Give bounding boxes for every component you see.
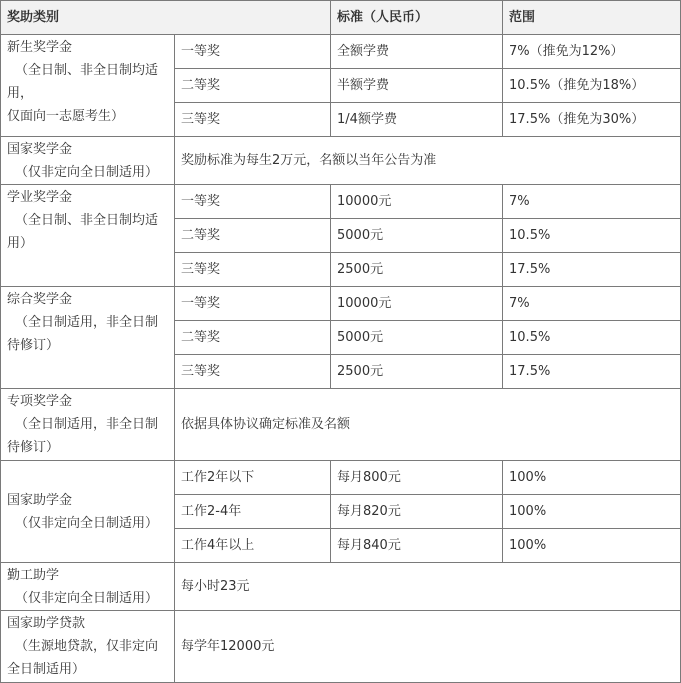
standard-cell: 5000元 [331,321,503,355]
grade-cell: 一等奖 [175,35,331,69]
scope-cell: 17.5% [503,355,681,389]
grade-cell: 二等奖 [175,321,331,355]
table-row [1,389,681,461]
grade-cell: 一等奖 [175,185,331,219]
standard-cell: 10000元 [331,185,503,219]
standard-cell: 每月800元 [331,461,503,495]
scope-cell: 17.5%（推免为30%） [503,103,681,137]
table-row [1,461,681,495]
table-header-row [1,1,681,35]
scope-cell: 7% [503,287,681,321]
category-daikuan: 国家助学贷款 （生源地贷款，仅非定向 全日制适用） [1,611,175,683]
category-xueye: 学业奖学金 （全日制、非全日制均适 用） [1,185,175,287]
grade-cell: 工作2-4年 [175,495,331,529]
standard-cell: 1/4额学费 [331,103,503,137]
category-xinsheng: 新生奖学金 （全日制、非全日制均适 用， 仅面向一志愿考生） [1,35,175,137]
scope-cell: 100% [503,529,681,563]
scope-cell: 7%（推免为12%） [503,35,681,69]
grade-cell: 三等奖 [175,253,331,287]
scope-cell: 10.5% [503,321,681,355]
grade-cell: 三等奖 [175,355,331,389]
standard-cell: 2500元 [331,355,503,389]
standard-cell: 5000元 [331,219,503,253]
grade-cell: 二等奖 [175,219,331,253]
scope-cell: 100% [503,495,681,529]
grade-cell: 工作4年以上 [175,529,331,563]
table-row [1,563,681,611]
table-row [1,185,681,219]
scope-cell: 10.5%（推免为18%） [503,69,681,103]
scope-cell: 100% [503,461,681,495]
merged-standard-cell: 每小时23元 [175,563,681,611]
table-row [1,287,681,321]
category-qingong: 勤工助学 （仅非定向全日制适用） [1,563,175,611]
scope-cell: 10.5% [503,219,681,253]
header-scope: 范围 [503,1,681,35]
standard-cell: 2500元 [331,253,503,287]
category-zhuanxiang: 专项奖学金 （全日制适用，非全日制 待修订） [1,389,175,461]
table-row [1,611,681,683]
merged-standard-cell: 每学年12000元 [175,611,681,683]
grade-cell: 工作2年以下 [175,461,331,495]
grade-cell: 一等奖 [175,287,331,321]
header-standard: 标准（人民币） [331,1,503,35]
standard-cell: 半额学费 [331,69,503,103]
standard-cell: 每月840元 [331,529,503,563]
table-row [1,137,681,185]
merged-standard-cell: 奖励标准为每生2万元，名额以当年公告为准 [175,137,681,185]
scope-cell: 7% [503,185,681,219]
merged-standard-cell: 依据具体协议确定标准及名额 [175,389,681,461]
header-category: 奖助类别 [1,1,331,35]
table-row [1,35,681,69]
standard-cell: 全额学费 [331,35,503,69]
grade-cell: 三等奖 [175,103,331,137]
category-zonghe: 综合奖学金 （全日制适用，非全日制 待修订） [1,287,175,389]
standard-cell: 10000元 [331,287,503,321]
scope-cell: 17.5% [503,253,681,287]
standard-cell: 每月820元 [331,495,503,529]
grade-cell: 二等奖 [175,69,331,103]
category-guojia-jiangxuejin: 国家奖学金 （仅非定向全日制适用） [1,137,175,185]
category-zhuxuejin: 国家助学金 （仅非定向全日制适用） [1,461,175,563]
